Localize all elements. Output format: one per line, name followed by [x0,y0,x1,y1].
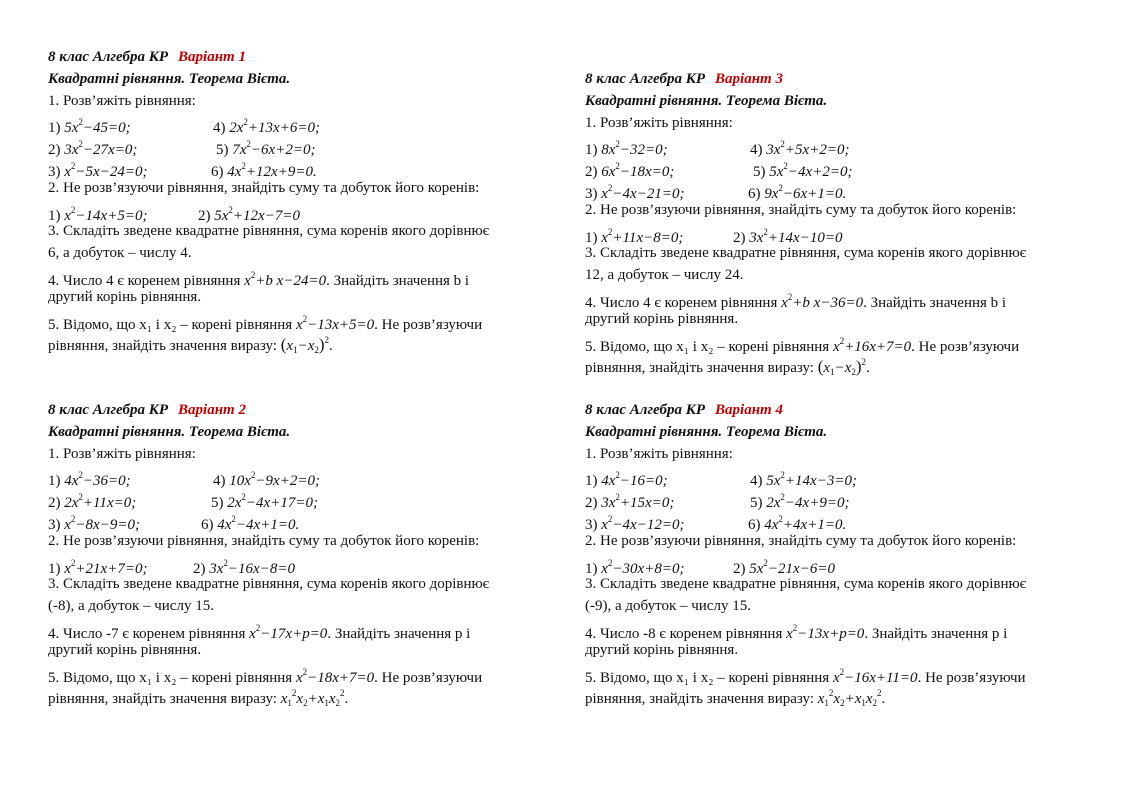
equation: $x^2+11x-8=0$; [601,226,684,246]
task-5-text: рівняння, знайдіть значення виразу: [48,691,277,708]
equation: $x^2-5x-24=0$; [64,160,148,180]
task-4-text: 4. Число -8 є коренем рівняння [585,625,783,642]
task-4-text-end: . Знайдіть значення p і [864,625,1008,642]
task-4-text: 4. Число 4 є коренем рівняння [48,272,241,289]
expression: $x_1^2x_2+x_1x_2^2$ [817,688,882,709]
eq-label: 1) [48,473,61,490]
task-4-line-2: другий корінь рівняння. [585,641,739,658]
eq-label: 6) [748,516,761,533]
equation-row [585,134,1075,159]
eq-label: 1) [585,473,598,490]
task-5-text-end: . Не розв’язуючи [917,669,1026,686]
period: . [329,338,333,355]
task-2-equations [48,553,538,575]
task-3-line-2: (-8), а добуток – числу 15. [48,598,214,615]
equation: $3x^2-16x-8=0$ [209,557,295,577]
expression: $(x_1-x_2)^2$ [280,335,330,356]
equation: $x^2-18x+7=0$ [295,666,375,686]
task-5-text: 5. Відомо, що x₁ і x₂ – корені рівняння [585,669,830,686]
equation: $5x^2+12x-7=0$ [214,204,300,224]
equation: $x^2-30x+8=0$; [601,557,685,577]
period: . [881,691,886,708]
task-4-line-1 [585,287,1075,309]
task-5-text: рівняння, знайдіть значення виразу: [585,691,814,708]
equation: $4x^2-16=0$; [601,470,668,490]
equation: $x^2-17x+p=0$ [249,622,328,642]
equation: $x^2-16x+11=0$ [832,666,918,686]
eq-label: 6) [748,185,761,202]
equation: $5x^2-4x+2=0$; [769,161,853,181]
task-4-line-2: другий корінь рівняння. [48,288,202,305]
eq-label: 2) [198,207,211,224]
task-3-line-2: 12, а добуток – числу 24. [585,267,744,284]
task-5-text: 5. Відомо, що x₁ і x₂ – корені рівняння [585,338,830,355]
eq-label: 4) [750,142,763,159]
task-2-intro: 2. Не розв’язуючи рівняння, знайдіть суму та добуток його коренів: [585,532,1017,549]
equation: $3x^2-27x=0$; [64,139,138,159]
eq-label: 6) [211,163,224,180]
variant-label: Варіант 1 [178,49,246,65]
equation: $10x^2-9x+2=0$; [229,470,320,490]
task-3-line-1: 3. Складіть зведене квадратне рівняння, сума коренів якого дорівнює [585,576,1027,593]
equation-row [48,112,538,137]
equation: $9x^2-6x+1=0$. [764,182,847,202]
task-3-line-2: 6, а добуток – числу 4. [48,245,192,262]
equation: $x^2+21x+7=0$; [64,557,148,577]
card-title: 8 клас Алгебра КР [48,402,169,418]
task-2-intro: 2. Не розв’язуючи рівняння, знайдіть суму та добуток його коренів: [585,201,1017,218]
eq-label: 4) [213,120,226,137]
period: . [866,360,870,377]
task-2-equations [585,222,1075,244]
equation: $5x^2+14x-3=0$; [766,470,857,490]
card-subtitle: Квадратні рівняння. Теорема Вієта. [48,70,291,87]
equation: $x^2+b$ x−24=0 [244,269,327,289]
equation-row [585,509,1075,531]
task-5-text: 5. Відомо, що x₁ і x₂ – корені рівняння [48,669,293,686]
task-5-line-2 [585,683,1075,709]
equation: $x^2-13x+p=0$ [786,622,865,642]
card-title: 8 клас Алгебра КР [585,71,706,87]
task-4-line-2: другий корінь рівняння. [48,641,202,658]
equation-row [48,156,538,178]
card-title: 8 клас Алгебра КР [48,49,169,65]
variant-card-3 [585,69,1075,378]
task-5-text: рівняння, знайдіть значення виразу: [48,338,277,355]
equation-row [585,487,1075,512]
card-subtitle: Квадратні рівняння. Теорема Вієта. [585,92,828,109]
equation: $2x^2-4x+17=0$; [227,492,318,512]
variant-card-1 [48,47,538,356]
equation: $2x^2-4x+9=0$; [766,492,850,512]
task-1-intro: 1. Розв’яжіть рівняння: [585,445,733,462]
card-header [585,400,1075,422]
variant-card-4 [585,400,1075,709]
task-3-line-2: (-9), а добуток – числу 15. [585,598,751,615]
equation: $x^2-13x+5=0$ [295,313,375,333]
task-3-line-1: 3. Складіть зведене квадратне рівняння, сума коренів якого дорівнює [48,223,490,240]
task-5-text-end: . Не розв’язуючи [374,669,483,686]
equation: $7x^2-6x+2=0$; [232,139,316,159]
equation: $x^2-4x-12=0$; [601,513,685,533]
eq-label: 1) [48,120,61,137]
card-header [585,69,1075,91]
equation: $4x^2-36=0$; [64,470,131,490]
task-4-text-end: . Знайдіть значення b і [863,294,1007,311]
task-4-text: 4. Число 4 є коренем рівняння [585,294,778,311]
variant-label: Варіант 2 [178,402,246,418]
equation: $2x^2+13x+6=0$; [229,117,320,137]
eq-label: 5) [216,142,229,159]
equation: $5x^2-45=0$; [64,117,131,137]
eq-label: 2) [193,560,206,577]
eq-label: 1) [585,560,598,577]
task-5-line-2 [585,352,1075,378]
variant-card-2 [48,400,538,709]
task-4-line-1 [48,618,538,640]
equation: $3x^2+14x-10=0$ [749,226,843,246]
eq-label: 6) [201,516,214,533]
eq-label: 3) [585,185,598,202]
task-1-intro: 1. Розв’яжіть рівняння: [48,445,196,462]
equation: $x^2+16x+7=0$ [832,335,912,355]
equation: $3x^2+15x=0$; [601,492,675,512]
card-title: 8 клас Алгебра КР [585,402,706,418]
equation-row [48,134,538,159]
task-5-line-1 [585,662,1075,684]
equation: $x^2-4x-21=0$; [601,182,685,202]
equation: $x^2-8x-9=0$; [64,513,140,533]
equation: $4x^2+4x+1=0$. [764,513,847,533]
equation-row [48,509,538,531]
variant-label: Варіант 4 [715,402,783,418]
task-2-intro: 2. Не розв’язуючи рівняння, знайдіть суму та добуток його коренів: [48,532,480,549]
task-2-equations [48,200,538,222]
task-2-intro: 2. Не розв’язуючи рівняння, знайдіть суму та добуток його коренів: [48,179,480,196]
eq-label: 2) [585,164,598,181]
equation-row [585,465,1075,490]
card-header [48,47,538,69]
eq-label: 2) [585,495,598,512]
eq-label: 2) [48,142,61,159]
equation: $2x^2+11x=0$; [64,492,137,512]
eq-label: 2) [733,229,746,246]
task-5-text-end: . Не розв’язуючи [911,338,1020,355]
task-5-text-end: . Не розв’язуючи [374,316,483,333]
equation: $x^2-14x+5=0$; [64,204,148,224]
task-3-line-1: 3. Складіть зведене квадратне рівняння, сума коренів якого дорівнює [585,245,1027,262]
task-5-line-1 [585,331,1075,353]
task-3-line-1: 3. Складіть зведене квадратне рівняння, сума коренів якого дорівнює [48,576,490,593]
equation: $6x^2-18x=0$; [601,161,675,181]
eq-label: 3) [585,516,598,533]
eq-label: 2) [48,495,61,512]
eq-label: 3) [48,516,61,533]
period: . [344,691,349,708]
eq-label: 5) [211,495,224,512]
card-subtitle: Квадратні рівняння. Теорема Вієта. [585,423,828,440]
equation-row [585,156,1075,181]
equation: $5x^2-21x-6=0$ [749,557,835,577]
task-2-equations [585,553,1075,575]
task-5-line-1 [48,662,538,684]
task-4-text-end: . Знайдіть значення b і [326,272,470,289]
equation: $8x^2-32=0$; [601,139,668,159]
eq-label: 4) [213,473,226,490]
task-5-line-2 [48,330,538,356]
task-4-line-1 [48,265,538,287]
task-5-text: рівняння, знайдіть значення виразу: [585,360,814,377]
equation: $4x^2+12x+9=0$. [227,160,317,180]
eq-label: 2) [733,560,746,577]
expression: $x_1^2x_2+x_1x_2^2$ [280,688,345,709]
eq-label: 5) [753,164,766,181]
task-5-text: 5. Відомо, що x₁ і x₂ – корені рівняння [48,316,293,333]
task-4-text: 4. Число -7 є коренем рівняння [48,625,246,642]
task-4-line-2: другий корінь рівняння. [585,310,739,327]
eq-label: 5) [750,495,763,512]
eq-label: 1) [48,207,61,224]
card-subtitle: Квадратні рівняння. Теорема Вієта. [48,423,291,440]
task-4-text-end: . Знайдіть значення p і [327,625,471,642]
eq-label: 1) [585,142,598,159]
eq-label: 4) [750,473,763,490]
task-1-intro: 1. Розв’яжіть рівняння: [48,92,196,109]
task-4-line-1 [585,618,1075,640]
equation-row [585,178,1075,200]
task-5-line-2 [48,683,538,709]
eq-label: 1) [585,229,598,246]
equation: $x^2+b$ x−36=0 [781,291,864,311]
task-5-line-1 [48,309,538,331]
eq-label: 1) [48,560,61,577]
equation: $3x^2+5x+2=0$; [766,139,850,159]
equation-row [48,465,538,490]
expression: $(x_1-x_2)^2$ [817,357,867,378]
equation: $4x^2-4x+1=0$. [217,513,300,533]
card-header [48,400,538,422]
eq-label: 3) [48,163,61,180]
task-1-intro: 1. Розв’яжіть рівняння: [585,114,733,131]
variant-label: Варіант 3 [715,71,783,87]
equation-row [48,487,538,512]
